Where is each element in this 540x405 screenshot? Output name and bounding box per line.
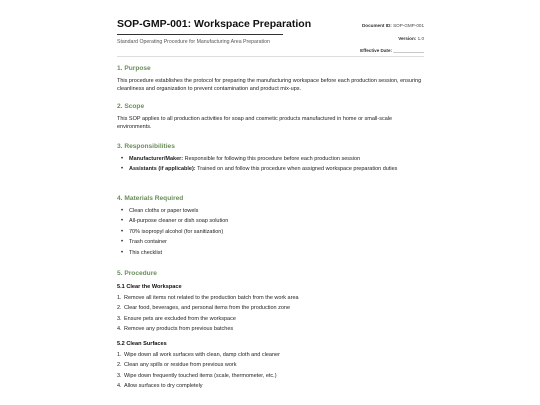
document-meta	[360, 20, 424, 58]
list-item: • Trash container	[117, 238, 424, 246]
list-item: • This checklist	[117, 249, 424, 257]
clean-surfaces-steps	[117, 351, 424, 391]
section-purpose	[117, 65, 424, 94]
subsection-heading: 5.1 Clear the Workspace	[117, 284, 182, 290]
list-item: 4. Allow surfaces to dry completely	[117, 383, 203, 390]
section-heading: 1. Purpose	[117, 65, 151, 72]
list-item: 1. Wipe down all work surfaces with clean, damp cloth and cleaner	[117, 351, 280, 358]
role-description: Responsible for following this procedure before each production session	[183, 156, 361, 162]
section-heading: 5. Procedure	[117, 270, 157, 277]
role-label: Assistants (if applicable):	[129, 166, 196, 173]
section-scope	[117, 103, 424, 132]
section-heading: 4. Materials Required	[117, 195, 184, 202]
step-text: Remove any products from previous batches	[124, 326, 234, 333]
section-responsibilities	[117, 143, 424, 174]
responsibilities-list	[117, 155, 424, 174]
section-heading: 2. Scope	[117, 103, 145, 110]
list-item	[117, 165, 424, 173]
list-item: 3. Ensure pets are excluded from the workspace	[117, 315, 236, 322]
step-text: Wipe down all work surfaces with clean, damp cloth and cleaner	[124, 351, 280, 358]
section-materials	[117, 195, 424, 257]
section-heading: 3. Responsibilities	[117, 143, 175, 150]
effective-date-value: ____________	[393, 48, 424, 53]
list-item: • All-purpose cleaner or dish soap solution	[117, 217, 424, 225]
list-item: • Clean cloths or paper towels	[117, 207, 424, 215]
step-text: Clean any spills or residue from previous work	[124, 362, 237, 369]
doc-id-row	[360, 20, 424, 33]
title-underline	[117, 34, 283, 35]
section-procedure	[117, 270, 424, 391]
doc-id-label: Document ID:	[361, 23, 392, 28]
role-description: Trained on and follow this procedure when assigned workspace preparation duties	[195, 166, 398, 173]
materials-list	[117, 207, 424, 257]
step-text: Remove all items not related to the production batch from the work area	[124, 295, 299, 301]
step-text: Wipe down frequently touched items (scale, thermometer, etc.)	[124, 372, 277, 379]
version-value: 1.0	[417, 35, 424, 41]
step-text: Allow surfaces to dry completely	[124, 383, 203, 390]
role-label: Manufacturer/Maker:	[129, 156, 184, 162]
section-text: This SOP applies to all production activities for soap and cosmetic products manufactured in home or small-scale environments.	[117, 116, 393, 131]
doc-id-value: SOP-GMP-001	[393, 23, 424, 28]
list-item: • 70% isopropyl alcohol (for sanitization)	[117, 228, 424, 236]
list-item: 1. Remove all items not related to the production batch from the work area	[117, 295, 299, 301]
document-header	[117, 18, 424, 52]
document-title: SOP-GMP-001: Workspace Preparation	[117, 18, 312, 30]
step-text: Ensure pets are excluded from the workspace	[124, 315, 236, 322]
version-row	[360, 33, 424, 46]
section-text: This procedure establishes the protocol for preparing the manufacturing workspace before each production session, ensuring cleanliness and organization to prevent contamination and product mix-ups.	[117, 78, 422, 93]
effective-date-label: Effective Date:	[360, 48, 393, 53]
list-item: 3. Wipe down frequently touched items (scale, thermometer, etc.)	[117, 372, 277, 379]
header-divider	[117, 56, 424, 57]
clear-workspace-steps	[117, 294, 424, 334]
list-item: 4. Remove any products from previous batches	[117, 326, 234, 333]
list-item: 2. Clean any spills or residue from previous work	[117, 362, 237, 369]
subsection-heading: 5.2 Clean Surfaces	[117, 340, 167, 347]
list-item	[117, 155, 424, 163]
list-item: 2. Clear food, beverages, and personal items from the production zone	[117, 305, 291, 312]
document-subtitle: Standard Operating Procedure for Manufacturing Area Preparation	[117, 39, 270, 45]
version-label: Version:	[398, 35, 417, 41]
step-text: Clear food, beverages, and personal items from the production zone	[124, 305, 291, 312]
